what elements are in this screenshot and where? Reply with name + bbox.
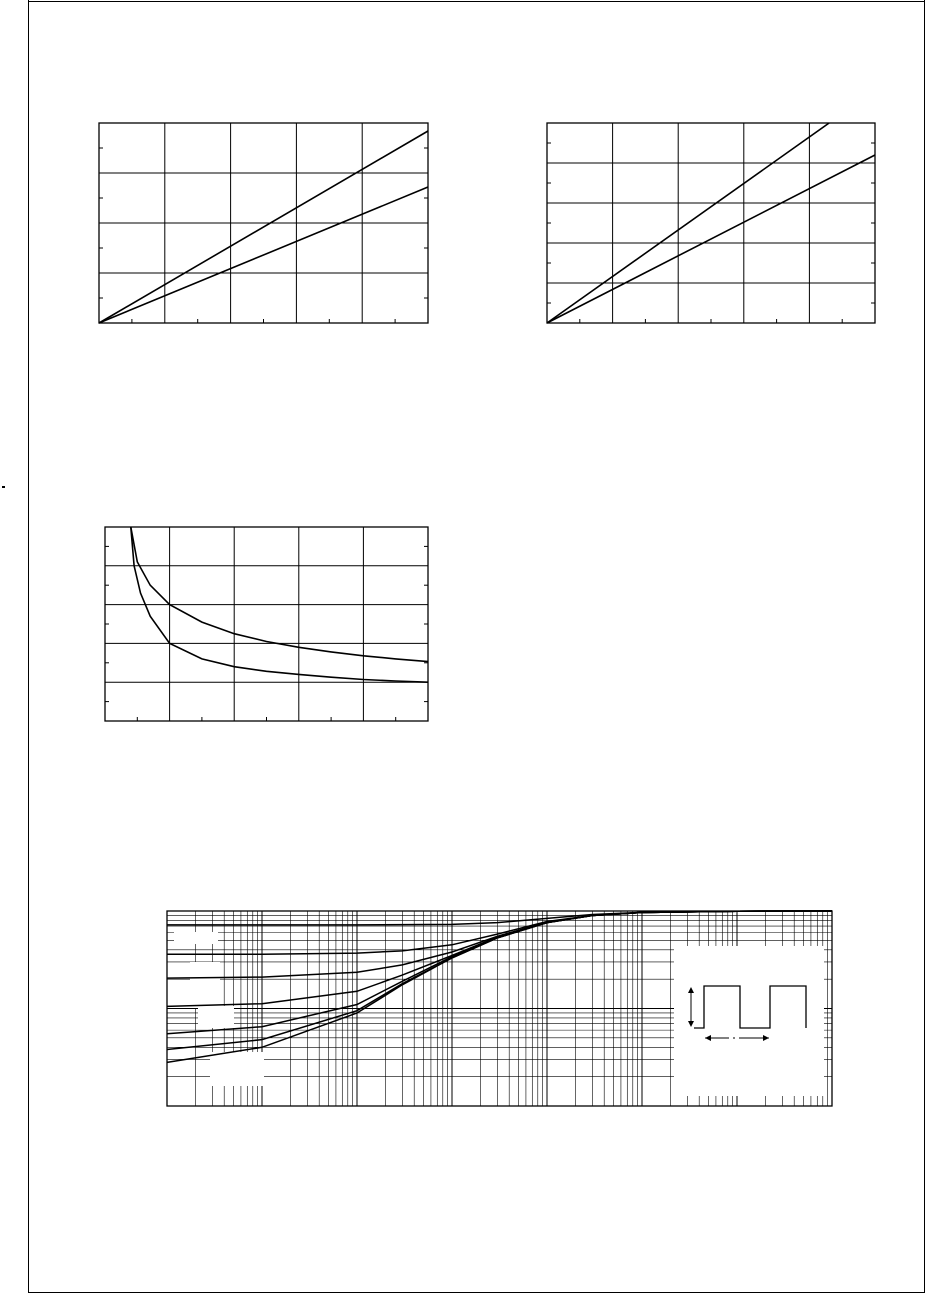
label-mask — [198, 1006, 234, 1028]
label-mask — [210, 1052, 264, 1086]
chart-4 — [162, 906, 842, 1111]
series-line-1 — [547, 123, 829, 323]
chart-1 — [95, 118, 435, 328]
label-mask — [190, 962, 220, 1008]
plot-frame — [547, 123, 875, 323]
series-line-1 — [99, 131, 428, 323]
margin-mark — [2, 486, 5, 488]
series-line-1 — [167, 911, 832, 925]
chart-3 — [100, 522, 440, 722]
label-mask — [174, 932, 218, 944]
plot-frame — [105, 527, 428, 721]
inset-background — [674, 946, 824, 1096]
series-line-1 — [131, 527, 428, 662]
series-line-2 — [99, 187, 428, 323]
chart-2 — [543, 118, 883, 328]
series-line-2 — [547, 155, 875, 323]
